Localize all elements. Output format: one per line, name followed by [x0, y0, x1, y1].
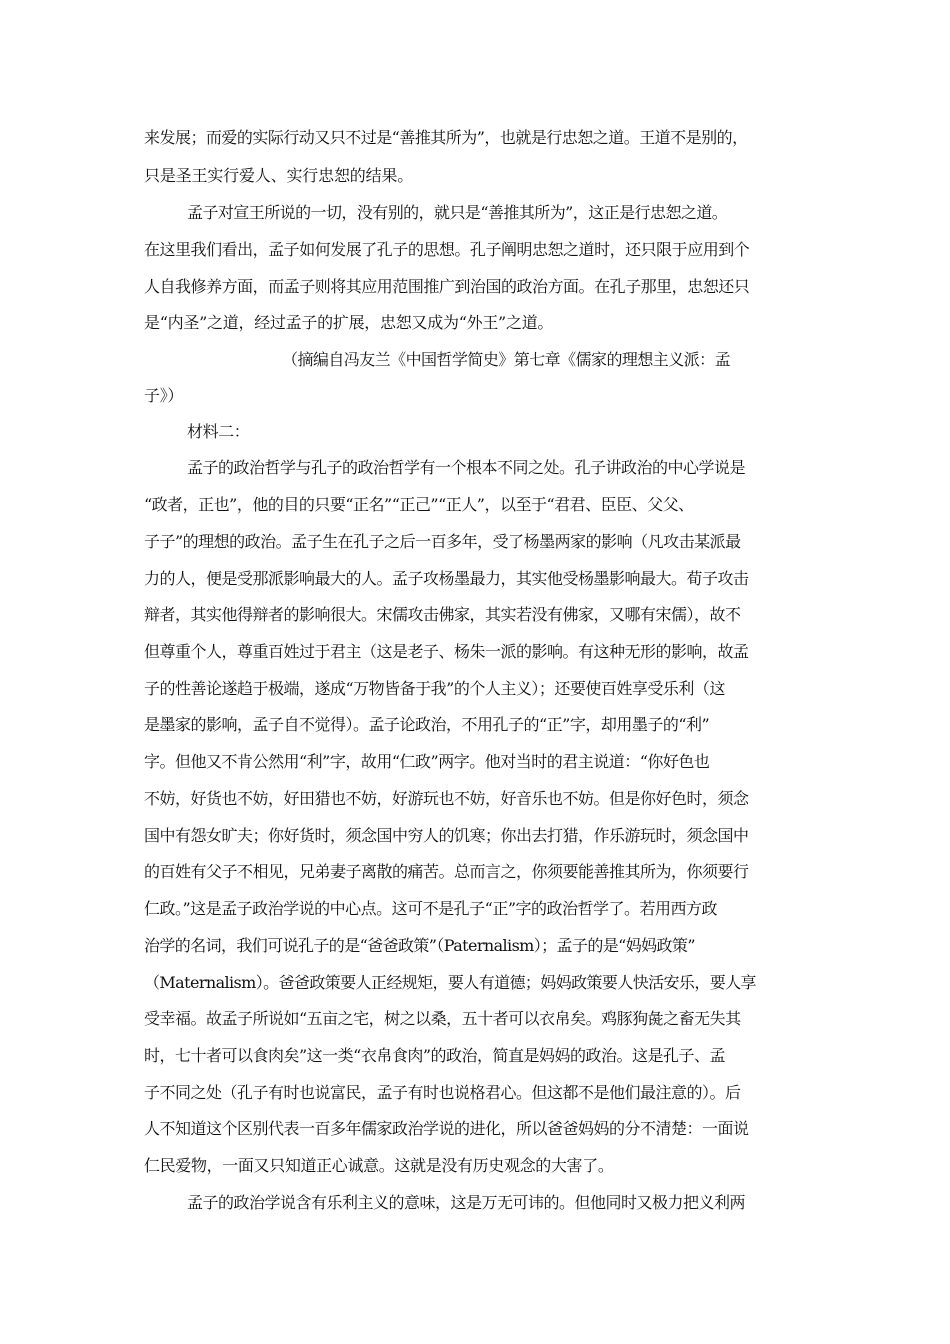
text-line-1: 来发展；而爱的实际行动又只不过是“善推其所为”，也就是行忠恕之道。王道不是别的，	[144, 128, 748, 147]
text-line-5: 人自我修养方面，而孟子则将其应用范围推广到治国的政治方面。在孔子那里，忠恕还只	[144, 277, 750, 296]
text-line-18: 字。但他又不肯公然用“利”字，故用“仁政”两字。他对当时的君主说道：“你好色也	[144, 752, 710, 771]
text-line-15: 但尊重个人，尊重百姓过于君主（这是老子、杨朱一派的影响。有这种无形的影响，故孟	[144, 642, 749, 661]
text-line-29: 仁民爱物，一面又只知道正心诚意。这就是没有历史观念的大害了。	[144, 1156, 614, 1175]
text-line-19: 不妨，好货也不妨，好田猎也不妨，好游玩也不妨，好音乐也不妨。但是你好色时，须念	[144, 789, 749, 808]
text-line-2: 只是圣王实行爱人、实行忠恕的结果。	[144, 166, 414, 185]
text-line-30: 孟子的政治学说含有乐利主义的意味，这是万无可讳的。但他同时又极力把义利两	[187, 1193, 746, 1212]
text-line-22: 仁政。”这是孟子政治学说的中心点。这可不是孔子“正”字的政治哲学了。若用西方政	[144, 899, 718, 918]
text-line-24: （Maternalism）。爸爸政策要人正经规矩，要人有道德；妈妈政策要人快活安乐，要人享	[144, 973, 756, 992]
text-line-27: 子不同之处（孔子有时也说富民，孟子有时也说格君心。但这都不是他们最注意的）。后	[144, 1083, 741, 1102]
text-line-23: 治学的名词，我们可说孔子的是“爸爸政策”（Paternalism）；孟子的是“妈妈政策”	[144, 936, 695, 955]
text-line-20: 国中有怨女旷夫；你好货时，须念国中穷人的饥寒；你出去打猎，作乐游玩时，须念国中	[144, 826, 749, 845]
source-credit-line-2: 子》）	[144, 386, 184, 405]
section-heading-material-2: 材料二：	[187, 422, 250, 441]
text-line-21: 的百姓有父子不相见，兄弟妻子离散的痛苦。总而言之，你须要能善推其所为，你须要行	[144, 862, 749, 881]
text-line-28: 人不知道这个区别代表一百多年儒家政治学说的进化，所以爸爸妈妈的分不清楚：一面说	[144, 1119, 749, 1138]
text-line-14: 辩者，其实他得辩者的影响很大。宋儒攻击佛家，其实若没有佛家，又哪有宋儒），故不	[144, 605, 741, 624]
text-line-10: 孟子的政治哲学与孔子的政治哲学有一个根本不同之处。孔子讲政治的中心学说是	[187, 458, 746, 477]
text-line-26: 时，七十者可以食肉矣”这一类“衣帛食肉”的政治，简直是妈妈的政治。这是孔子、孟	[144, 1046, 726, 1065]
text-line-25: 受幸福。故孟子所说如“五亩之宅，树之以桑，五十者可以衣帛矣。鸡豚狗彘之畜无失其	[144, 1009, 741, 1028]
text-line-11: “政者，正也”，他的目的只要“正名”“正己”“正人”，以至于“君君、臣臣、父父、	[144, 495, 694, 514]
text-line-4: 在这里我们看出，孟子如何发展了孔子的思想。孔子阐明忠恕之道时，还只限于应用到个	[144, 240, 750, 259]
text-line-16: 子的性善论遂趋于极端，遂成“万物皆备于我”的个人主义）；还要使百姓享受乐利（这	[144, 679, 725, 698]
text-line-6: 是“内圣”之道，经过孟子的扩展，忠恕又成为“外王”之道。	[144, 313, 554, 332]
source-credit-line-1: （摘编自冯友兰《中国哲学简史》第七章《儒家的理想主义派：孟	[282, 350, 731, 369]
text-line-12: 子子”的理想的政治。孟子生在孔子之后一百多年，受了杨墨两家的影响（凡攻击某派最	[144, 532, 741, 551]
text-line-17: 是墨家的影响，孟子自不觉得）。孟子论政治，不用孔子的“正”字，却用墨子的“利”	[144, 715, 710, 734]
text-line-13: 力的人，便是受那派影响最大的人。孟子攻杨墨最力，其实他受杨墨影响最大。荀子攻击	[144, 569, 749, 588]
text-line-3: 孟子对宣王所说的一切，没有别的，就只是“善推其所为”，这正是行忠恕之道。	[187, 203, 728, 222]
